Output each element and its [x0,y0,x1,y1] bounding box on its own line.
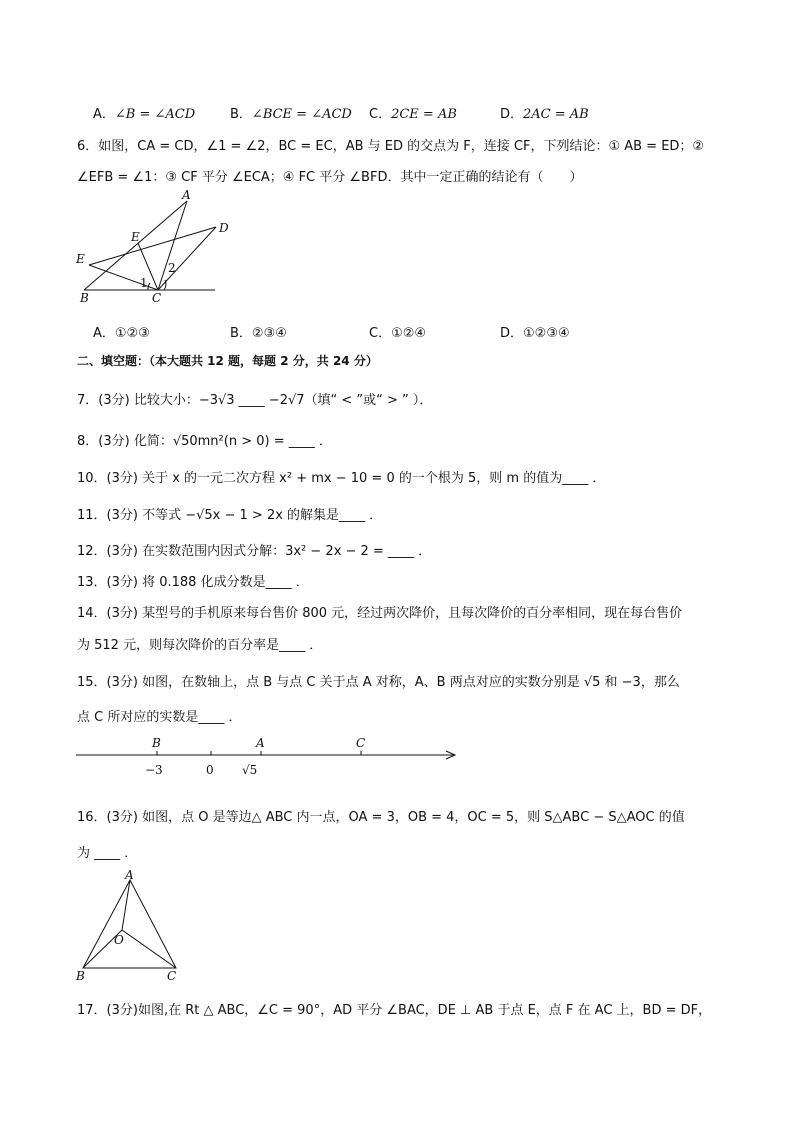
label-a: A [182,190,191,202]
q16-figure [70,866,190,986]
point-label-c: C [356,736,366,750]
label-angle-2: 2 [168,261,176,275]
q5-option-d: D．2AC = AB [500,107,589,122]
q6-option-b: B．②③④ [230,326,287,341]
label-b: B [80,291,89,305]
q5-option-b: B．∠BCE = ∠ACD [230,107,352,122]
angle-2-arc [164,280,166,290]
point-label-b: B [152,736,161,750]
q6-stem-line2: ∠EFB = ∠1：③ CF 平分 ∠ECA；④ FC 平分 ∠BFD．其中一定正确的结论有（ ） [77,170,583,185]
q5-option-a: A．∠B = ∠ACD [93,107,196,122]
q14-stem-line2: 为 512 元，则每次降价的百分率是____ ． [77,638,323,653]
segment-ec [89,265,158,290]
q5-option-c: C．2CE = AB [369,107,457,122]
q6-stem-line1: 6．如图，CA = CD，∠1 = ∠2，BC = EC，AB 与 ED 的交点为 F，连接 CF，下列结论：① AB = ED；② [77,139,705,154]
label-c: C [167,969,177,983]
label-e-top: E [131,230,140,244]
label-c: C [152,291,162,305]
tick-label-sqrt5: √5 [242,763,258,777]
q11-stem: 11．(3分) 不等式 −√5x − 1 > 2x 的解集是____ ． [77,508,383,523]
section-2-heading: 二、填空题：（本大题共 12 题，每题 2 分，共 24 分） [77,354,378,368]
segment-ba [84,201,187,290]
q17-stem: 17．(3分)如图,在 Rt △ ABC，∠C = 90°，AD 平分 ∠BAC，DE ⊥ AB 于点 E，点 F 在 AC 上，BD = DF， [77,1003,712,1018]
tick-label-0: 0 [206,763,214,777]
point-label-a: A [256,736,265,750]
q7-stem: 7．(3分) 比较大小：−3√3 ____ −2√7（填“ < ”或“ > ” ）． [77,393,433,408]
segment-oc [122,930,176,968]
segment-ac [158,201,187,290]
q6-figure [70,190,230,310]
q12-stem: 12．(3分) 在实数范围内因式分解：3x² − 2x − 2 = ____ ． [77,544,432,559]
label-angle-1: 1 [140,276,148,290]
q15-stem-line2: 点 C 所对应的实数是____ ． [77,710,242,725]
q16-stem-line1: 16．(3分) 如图，点 O 是等边△ ABC 内一点，OA = 3，OB = 4，OC = 5，则 S△ABC − S△AOC 的值 [77,810,685,825]
segment-cd [158,227,216,290]
q14-stem-line1: 14．(3分) 某型号的手机原来每台售价 800 元，经过两次降价，且每次降价的百分率相同，现在每台售价 [77,606,683,621]
label-a: A [125,868,134,882]
label-o: O [114,933,124,947]
label-e-left: E [76,252,85,266]
q15-stem-line1: 15．(3分) 如图，在数轴上，点 B 与点 C 关于点 A 对称，A、B 两点对应的实数分别是 √5 和 −3，那么 [77,675,680,690]
label-b: B [76,969,85,983]
q16-stem-line2: 为 ____ ． [77,846,138,861]
label-d: D [219,221,229,235]
q15-number-line [70,733,470,783]
q6-option-c: C．①②④ [369,326,427,341]
tick-label-neg3: −3 [145,763,163,777]
segment-ed [89,227,216,265]
q10-stem: 10．(3分) 关于 x 的一元二次方程 x² + mx − 10 = 0 的一个根为 5，则 m 的值为____ ． [77,471,606,486]
q13-stem: 13．(3分) 将 0.18̇8̇ 化成分数是____ ． [77,575,309,590]
q8-stem: 8．(3分) 化简：√50mn²(n > 0) = ____ ． [77,434,332,449]
q6-option-a: A．①②③ [93,326,150,341]
q6-option-d: D．①②③④ [500,326,570,341]
